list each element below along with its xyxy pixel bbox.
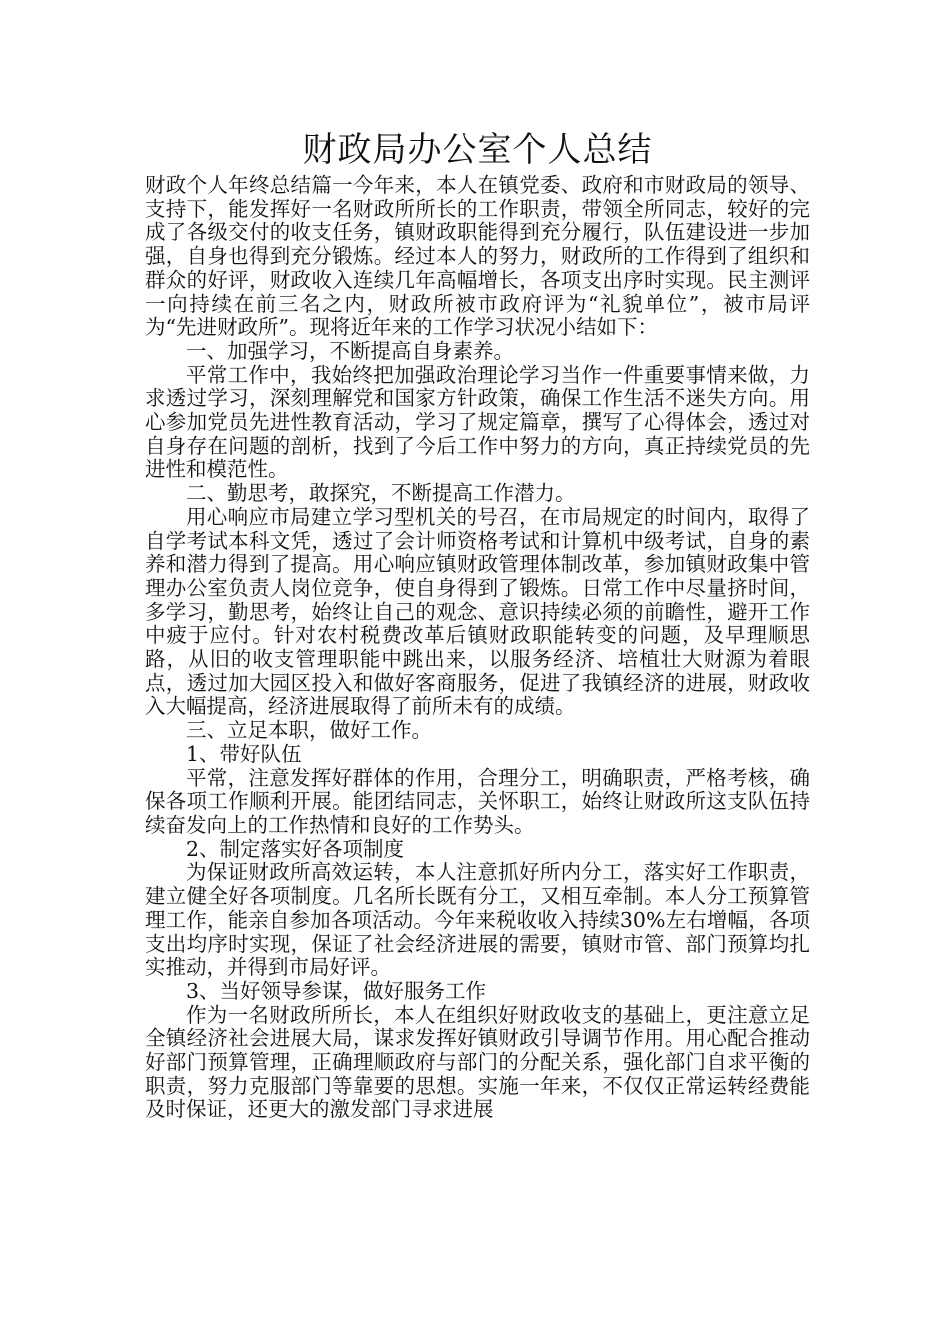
paragraph: 一、加强学习，不断提高自身素养。: [186, 338, 514, 363]
paragraph: 平常，注意发挥好群体的作用，合理分工，明确职责，严格考核，确保各项工作顺利开展。能团结同志，关怀职工，始终让财政所这支队伍持续奋发向上的工作热情和良好的工作势头。: [145, 765, 810, 837]
document-title: 财政局办公室个人总结: [302, 130, 653, 170]
paragraph: 1、带好队伍: [186, 741, 302, 766]
paragraph: 作为一名财政所所长，本人在组织好财政收支的基础上，更注意立足全镇经济社会进展大局，谋求发挥好镇财政引导调节作用。用心配合推动好部门预算管理，正确理顺政府与部门的分配关系，强化部门自求平衡的职责，努力克服部门等靠要的思想。实施一年来，不仅仅正常运转经费能及时保证，还更大的激发部门寻求进展: [145, 1002, 810, 1122]
document-page: [145, 128, 810, 1122]
paragraph: 为保证财政所高效运转，本人注意抓好所内分工，落实好工作职责，建立健全好各项制度。几名所长既有分工，又相互牵制。本人分工预算管理工作，能亲自参加各项活动。今年来税收收入持续30%左右增幅，各项支出均序时实现，保证了社会经济进展的需要，镇财市管、部门预算均扎实推动，并得到市局好评。: [145, 860, 810, 980]
paragraph: 用心响应市局建立学习型机关的号召，在市局规定的时间内，取得了自学考试本科文凭，透过了会计师资格考试和计算机中级考试，自身的素养和潜力得到了提高。用心响应镇财政管理体制改革，参加镇财政集中管理办公室负责人岗位竞争，使自身得到了锻炼。日常工作中尽量挤时间，多学习，勤思考，始终让自己的观念、意识持续必须的前瞻性，避开工作中疲于应付。针对农村税费改革后镇财政职能转变的问题，及早理顺思路，从旧的收支管理职能中跳出来，以服务经济、培植壮大财源为着眼点，透过加大园区投入和做好客商服务，促进了我镇经济的进展，财政收入大幅提高，经济进展取得了前所未有的成绩。: [145, 504, 810, 719]
paragraph: 财政个人年终总结篇一今年来，本人在镇党委、政府和市财政局的领导、支持下，能发挥好一名财政所所长的工作职责，带领全所同志，较好的完成了各级交付的收支任务，镇财政职能得到充分履行，队伍建设进一步加强，自身也得到充分锻炼。经过本人的努力，财政所的工作得到了组织和群众的好评，财政收入连续几年高幅增长，各项支出序时实现。民主测评一向持续在前三名之内，财政所被市政府评为“礼貌单位”，被市局评为“先进财政所”。现将近年来的工作学习状况小结如下：: [145, 173, 810, 340]
paragraph: 平常工作中，我始终把加强政治理论学习当作一件重要事情来做，力求透过学习，深刻理解党和国家方针政策，确保工作生活不迷失方向。用心参加党员先进性教育活动，学习了规定篇章，撰写了心得体会，透过对自身存在问题的剖析，找到了今后工作中努力的方向，真正持续党员的先进性和模范性。: [145, 362, 810, 482]
paragraph: 2、制定落实好各项制度: [186, 836, 405, 861]
document-body: [145, 174, 810, 1122]
paragraph: 二、勤思考，敢探究，不断提高工作潜力。: [186, 481, 576, 506]
paragraph: 3、当好领导参谋，做好服务工作: [186, 978, 487, 1003]
paragraph: 三、立足本职，做好工作。: [186, 718, 432, 743]
